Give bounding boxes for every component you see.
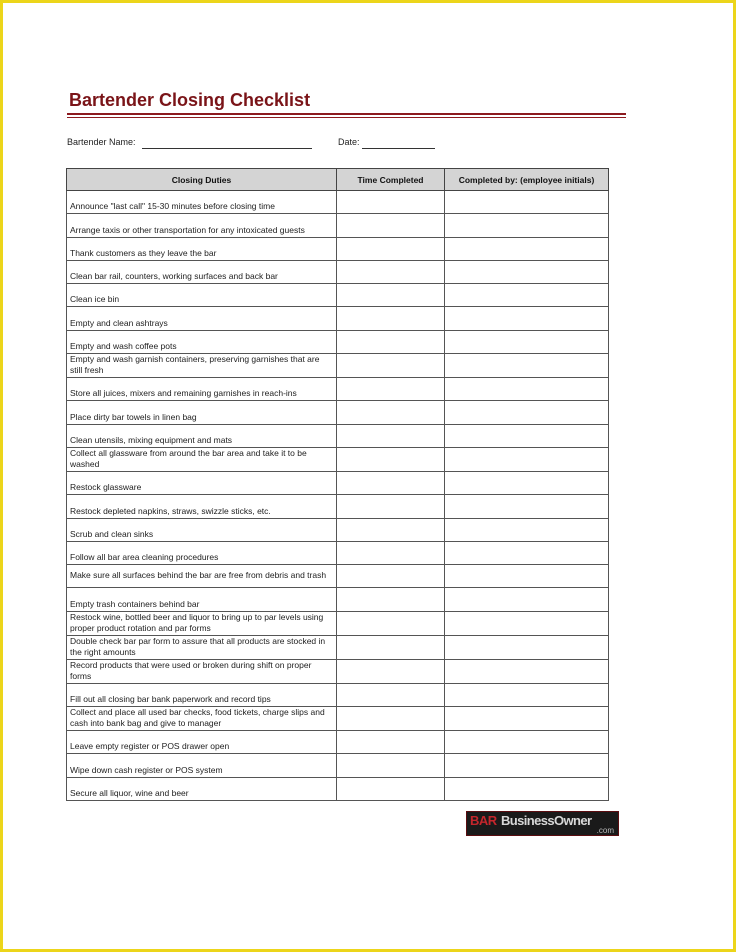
time-completed-cell[interactable] [337, 354, 445, 378]
table-row [67, 754, 609, 777]
logo-text-business-owner: BusinessOwner [501, 813, 592, 828]
table-row [67, 683, 609, 706]
table-header-row [67, 169, 609, 191]
table-row [67, 330, 609, 353]
time-completed-cell[interactable] [337, 611, 445, 635]
duty-cell: Collect all glassware from around the bar area and take it to be washed [67, 447, 337, 471]
time-completed-cell[interactable] [337, 659, 445, 683]
initials-cell[interactable] [445, 260, 609, 283]
table-row [67, 541, 609, 564]
table-row [67, 424, 609, 447]
logo-text-com: .com [596, 826, 614, 835]
initials-cell[interactable] [445, 237, 609, 260]
duty-cell: Secure all liquor, wine and beer [67, 777, 337, 800]
bar-business-owner-logo [466, 811, 619, 836]
closing-checklist-table [66, 168, 609, 801]
initials-cell[interactable] [445, 731, 609, 754]
table-row [67, 214, 609, 237]
table-row [67, 777, 609, 800]
duty-cell: Empty and clean ashtrays [67, 307, 337, 330]
initials-cell[interactable] [445, 611, 609, 635]
time-completed-cell[interactable] [337, 447, 445, 471]
table-row [67, 659, 609, 683]
date-label: Date: [338, 137, 360, 147]
time-completed-cell[interactable] [337, 518, 445, 541]
initials-cell[interactable] [445, 754, 609, 777]
table-row [67, 731, 609, 754]
duty-cell: Arrange taxis or other transportation for any intoxicated guests [67, 214, 337, 237]
initials-cell[interactable] [445, 471, 609, 494]
duty-cell: Record products that were used or broken during shift on proper forms [67, 659, 337, 683]
initials-cell[interactable] [445, 707, 609, 731]
time-completed-cell[interactable] [337, 424, 445, 447]
header-completed-by: Completed by: (employee initials) [445, 169, 609, 191]
time-completed-cell[interactable] [337, 237, 445, 260]
time-completed-cell[interactable] [337, 401, 445, 424]
page-title: Bartender Closing Checklist [69, 90, 311, 110]
duty-cell: Announce "last call" 15-30 minutes before closing time [67, 191, 337, 214]
duty-cell: Restock wine, bottled beer and liquor to bring up to par levels using proper product rotation and par forms [67, 611, 337, 635]
time-completed-cell[interactable] [337, 731, 445, 754]
initials-cell[interactable] [445, 541, 609, 564]
time-completed-cell[interactable] [337, 565, 445, 588]
table-row [67, 565, 609, 588]
time-completed-cell[interactable] [337, 191, 445, 214]
time-completed-cell[interactable] [337, 683, 445, 706]
table-row [67, 260, 609, 283]
time-completed-cell[interactable] [337, 330, 445, 353]
initials-cell[interactable] [445, 378, 609, 401]
table-row [67, 707, 609, 731]
initials-cell[interactable] [445, 307, 609, 330]
date-field[interactable] [362, 148, 435, 149]
table-row [67, 518, 609, 541]
bartender-name-field[interactable] [142, 148, 312, 149]
time-completed-cell[interactable] [337, 777, 445, 800]
time-completed-cell[interactable] [337, 541, 445, 564]
duty-cell: Restock glassware [67, 471, 337, 494]
time-completed-cell[interactable] [337, 495, 445, 518]
duty-cell: Leave empty register or POS drawer open [67, 731, 337, 754]
initials-cell[interactable] [445, 424, 609, 447]
initials-cell[interactable] [445, 447, 609, 471]
table-row [67, 611, 609, 635]
table-row [67, 307, 609, 330]
initials-cell[interactable] [445, 518, 609, 541]
initials-cell[interactable] [445, 354, 609, 378]
duty-cell: Make sure all surfaces behind the bar are free from debris and trash [67, 565, 337, 588]
logo-text-bar: BAR [470, 813, 497, 828]
table-row [67, 378, 609, 401]
time-completed-cell[interactable] [337, 284, 445, 307]
initials-cell[interactable] [445, 401, 609, 424]
duty-cell: Collect and place all used bar checks, food tickets, charge slips and cash into bank bag and give to manager [67, 707, 337, 731]
title-divider-thin [67, 117, 626, 118]
duty-cell: Wipe down cash register or POS system [67, 754, 337, 777]
title-divider [67, 113, 626, 115]
table-row [67, 495, 609, 518]
table-row [67, 588, 609, 611]
duty-cell: Clean bar rail, counters, working surfaces and back bar [67, 260, 337, 283]
time-completed-cell[interactable] [337, 707, 445, 731]
duty-cell: Empty and wash coffee pots [67, 330, 337, 353]
header-closing-duties: Closing Duties [67, 169, 337, 191]
duty-cell: Scrub and clean sinks [67, 518, 337, 541]
time-completed-cell[interactable] [337, 378, 445, 401]
initials-cell[interactable] [445, 330, 609, 353]
initials-cell[interactable] [445, 777, 609, 800]
initials-cell[interactable] [445, 565, 609, 588]
bartender-name-label: Bartender Name: [67, 137, 136, 147]
duty-cell: Thank customers as they leave the bar [67, 237, 337, 260]
time-completed-cell[interactable] [337, 754, 445, 777]
table-row [67, 354, 609, 378]
duty-cell: Fill out all closing bar bank paperwork and record tips [67, 683, 337, 706]
table-row [67, 401, 609, 424]
initials-cell[interactable] [445, 191, 609, 214]
duty-cell: Follow all bar area cleaning procedures [67, 541, 337, 564]
duty-cell: Clean ice bin [67, 284, 337, 307]
initials-cell[interactable] [445, 284, 609, 307]
initials-cell[interactable] [445, 495, 609, 518]
time-completed-cell[interactable] [337, 214, 445, 237]
time-completed-cell[interactable] [337, 307, 445, 330]
duty-cell: Store all juices, mixers and remaining garnishes in reach-ins [67, 378, 337, 401]
table-row [67, 284, 609, 307]
initials-cell[interactable] [445, 588, 609, 611]
time-completed-cell[interactable] [337, 588, 445, 611]
initials-cell[interactable] [445, 214, 609, 237]
time-completed-cell[interactable] [337, 260, 445, 283]
time-completed-cell[interactable] [337, 471, 445, 494]
duty-cell: Place dirty bar towels in linen bag [67, 401, 337, 424]
duty-cell: Empty trash containers behind bar [67, 588, 337, 611]
checklist-page [3, 3, 733, 949]
initials-cell[interactable] [445, 659, 609, 683]
duty-cell: Double check bar par form to assure that all products are stocked in the right amounts [67, 635, 337, 659]
duty-cell: Empty and wash garnish containers, preserving garnishes that are still fresh [67, 354, 337, 378]
duty-cell: Restock depleted napkins, straws, swizzle sticks, etc. [67, 495, 337, 518]
table-row [67, 471, 609, 494]
table-row [67, 447, 609, 471]
duty-cell: Clean utensils, mixing equipment and mats [67, 424, 337, 447]
initials-cell[interactable] [445, 635, 609, 659]
initials-cell[interactable] [445, 683, 609, 706]
table-row [67, 191, 609, 214]
header-time-completed: Time Completed [337, 169, 445, 191]
table-row [67, 237, 609, 260]
time-completed-cell[interactable] [337, 635, 445, 659]
table-row [67, 635, 609, 659]
